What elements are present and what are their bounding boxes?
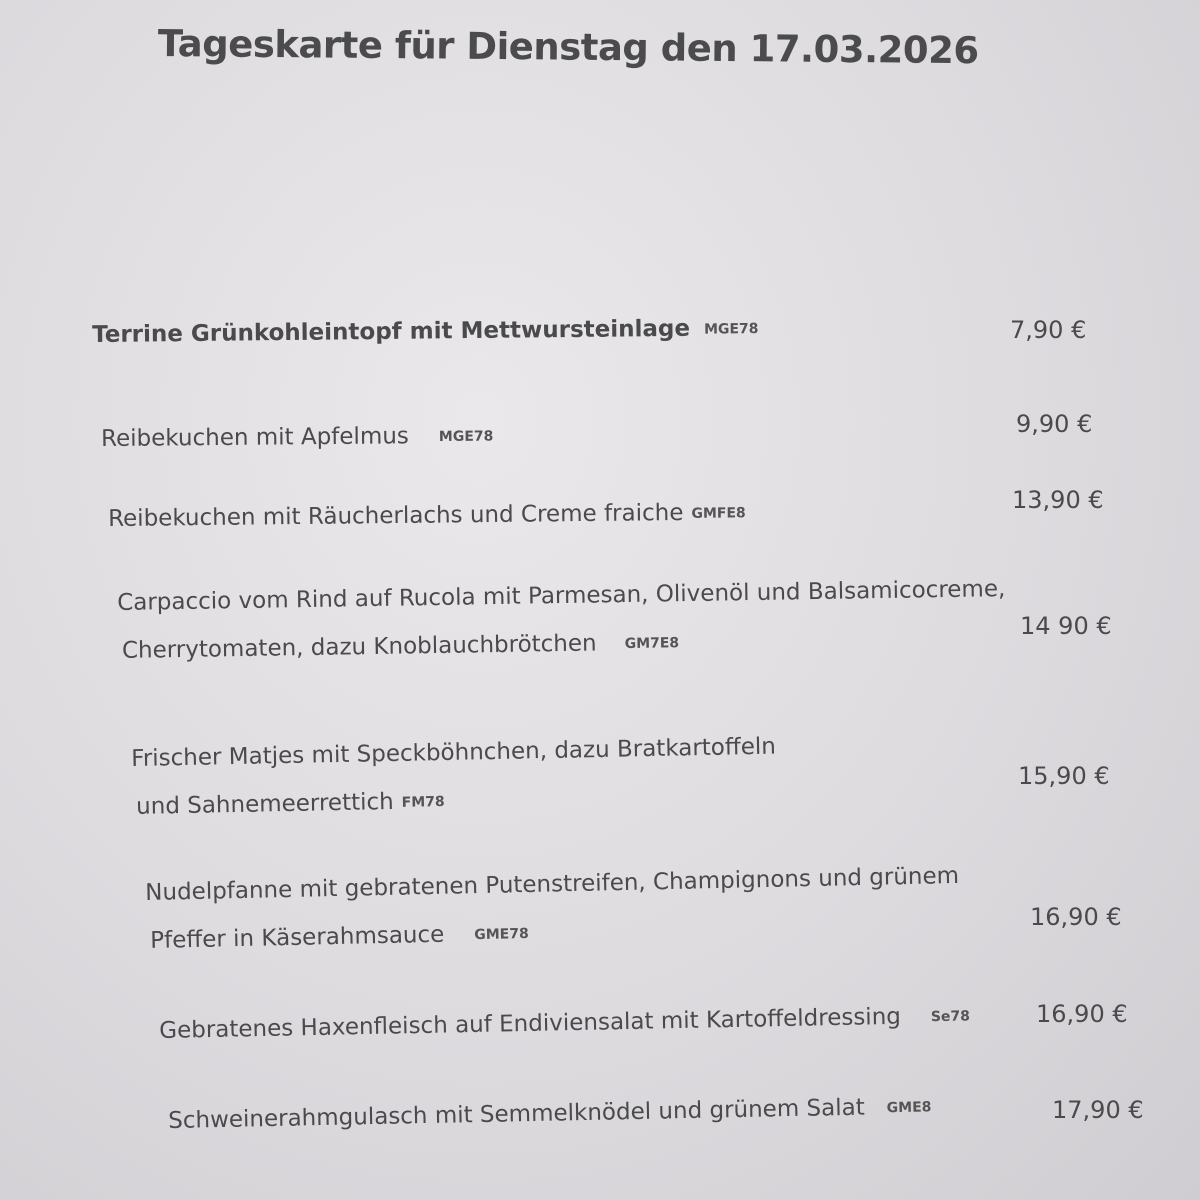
allergen-code: GM7E8 <box>624 634 680 652</box>
menu-item <box>159 1002 970 1044</box>
menu-item-text: Reibekuchen mit Apfelmus <box>101 423 409 452</box>
menu-item-line <box>117 576 1006 616</box>
menu-item-text: Schweinerahmgulasch mit Semmelknödel und grünem Salat <box>168 1094 865 1134</box>
menu-item-line <box>122 624 1007 664</box>
menu-item-text: Carpaccio vom Rind auf Rucola mit Parmesan, Olivenöl und Balsamicocreme, <box>117 576 1006 616</box>
menu-item-line <box>145 863 959 906</box>
menu-item-text: Terrine Grünkohleintopf mit Mettwursteinlage <box>92 315 691 348</box>
menu-item-line <box>150 911 960 954</box>
menu-item <box>117 576 1006 664</box>
menu-item-price: 15,90 € <box>1018 762 1110 790</box>
menu-item-text: Pfeffer in Käserahmsauce <box>150 921 445 954</box>
menu-item-line <box>159 1002 970 1044</box>
menu-item-price: 9,90 € <box>1016 410 1093 438</box>
menu-item-text: und Sahnemeerrettich <box>135 788 394 820</box>
menu-item-price: 7,90 € <box>1010 316 1087 344</box>
allergen-code: FM78 <box>401 793 445 811</box>
menu-item <box>145 863 960 954</box>
allergen-code: MGE78 <box>703 320 759 338</box>
menu-item-line <box>101 423 493 452</box>
menu-item-line <box>131 734 776 772</box>
allergen-code: MGE78 <box>438 428 494 445</box>
menu-item <box>131 734 777 820</box>
menu-item-price: 13,90 € <box>1012 486 1104 514</box>
menu-item <box>108 499 746 532</box>
menu-item-price: 16,90 € <box>1036 1000 1128 1028</box>
menu-item-text: Reibekuchen mit Räucherlachs und Creme fraiche <box>108 499 684 532</box>
menu-item-text: Gebratenes Haxenfleisch auf Endiviensalat mit Kartoffeldressing <box>159 1003 902 1044</box>
menu-item-line <box>168 1093 932 1134</box>
allergen-code: GMFE8 <box>691 504 746 522</box>
page-title: Tageskarte für Dienstag den 17.03.2026 <box>157 22 979 73</box>
menu-item-line <box>92 315 759 348</box>
menu-item-line <box>108 499 746 532</box>
menu-item <box>101 423 493 452</box>
allergen-code: Se78 <box>930 1007 971 1025</box>
menu-item <box>92 315 759 348</box>
menu-item-line <box>136 782 777 820</box>
menu-item-price: 16,90 € <box>1030 903 1122 931</box>
menu-item-price: 17,90 € <box>1052 1096 1144 1124</box>
menu-item-price: 14 90 € <box>1020 612 1112 640</box>
menu-item <box>168 1093 932 1134</box>
allergen-code: GME78 <box>474 925 529 943</box>
menu-item-text: Nudelpfanne mit gebratenen Putenstreifen, Champignons und grünem <box>145 862 960 906</box>
menu-item-text: Frischer Matjes mit Speckböhnchen, dazu Bratkartoffeln <box>131 733 777 772</box>
allergen-code: GME8 <box>886 1098 932 1116</box>
menu-item-text: Cherrytomaten, dazu Knoblauchbrötchen <box>121 630 597 664</box>
